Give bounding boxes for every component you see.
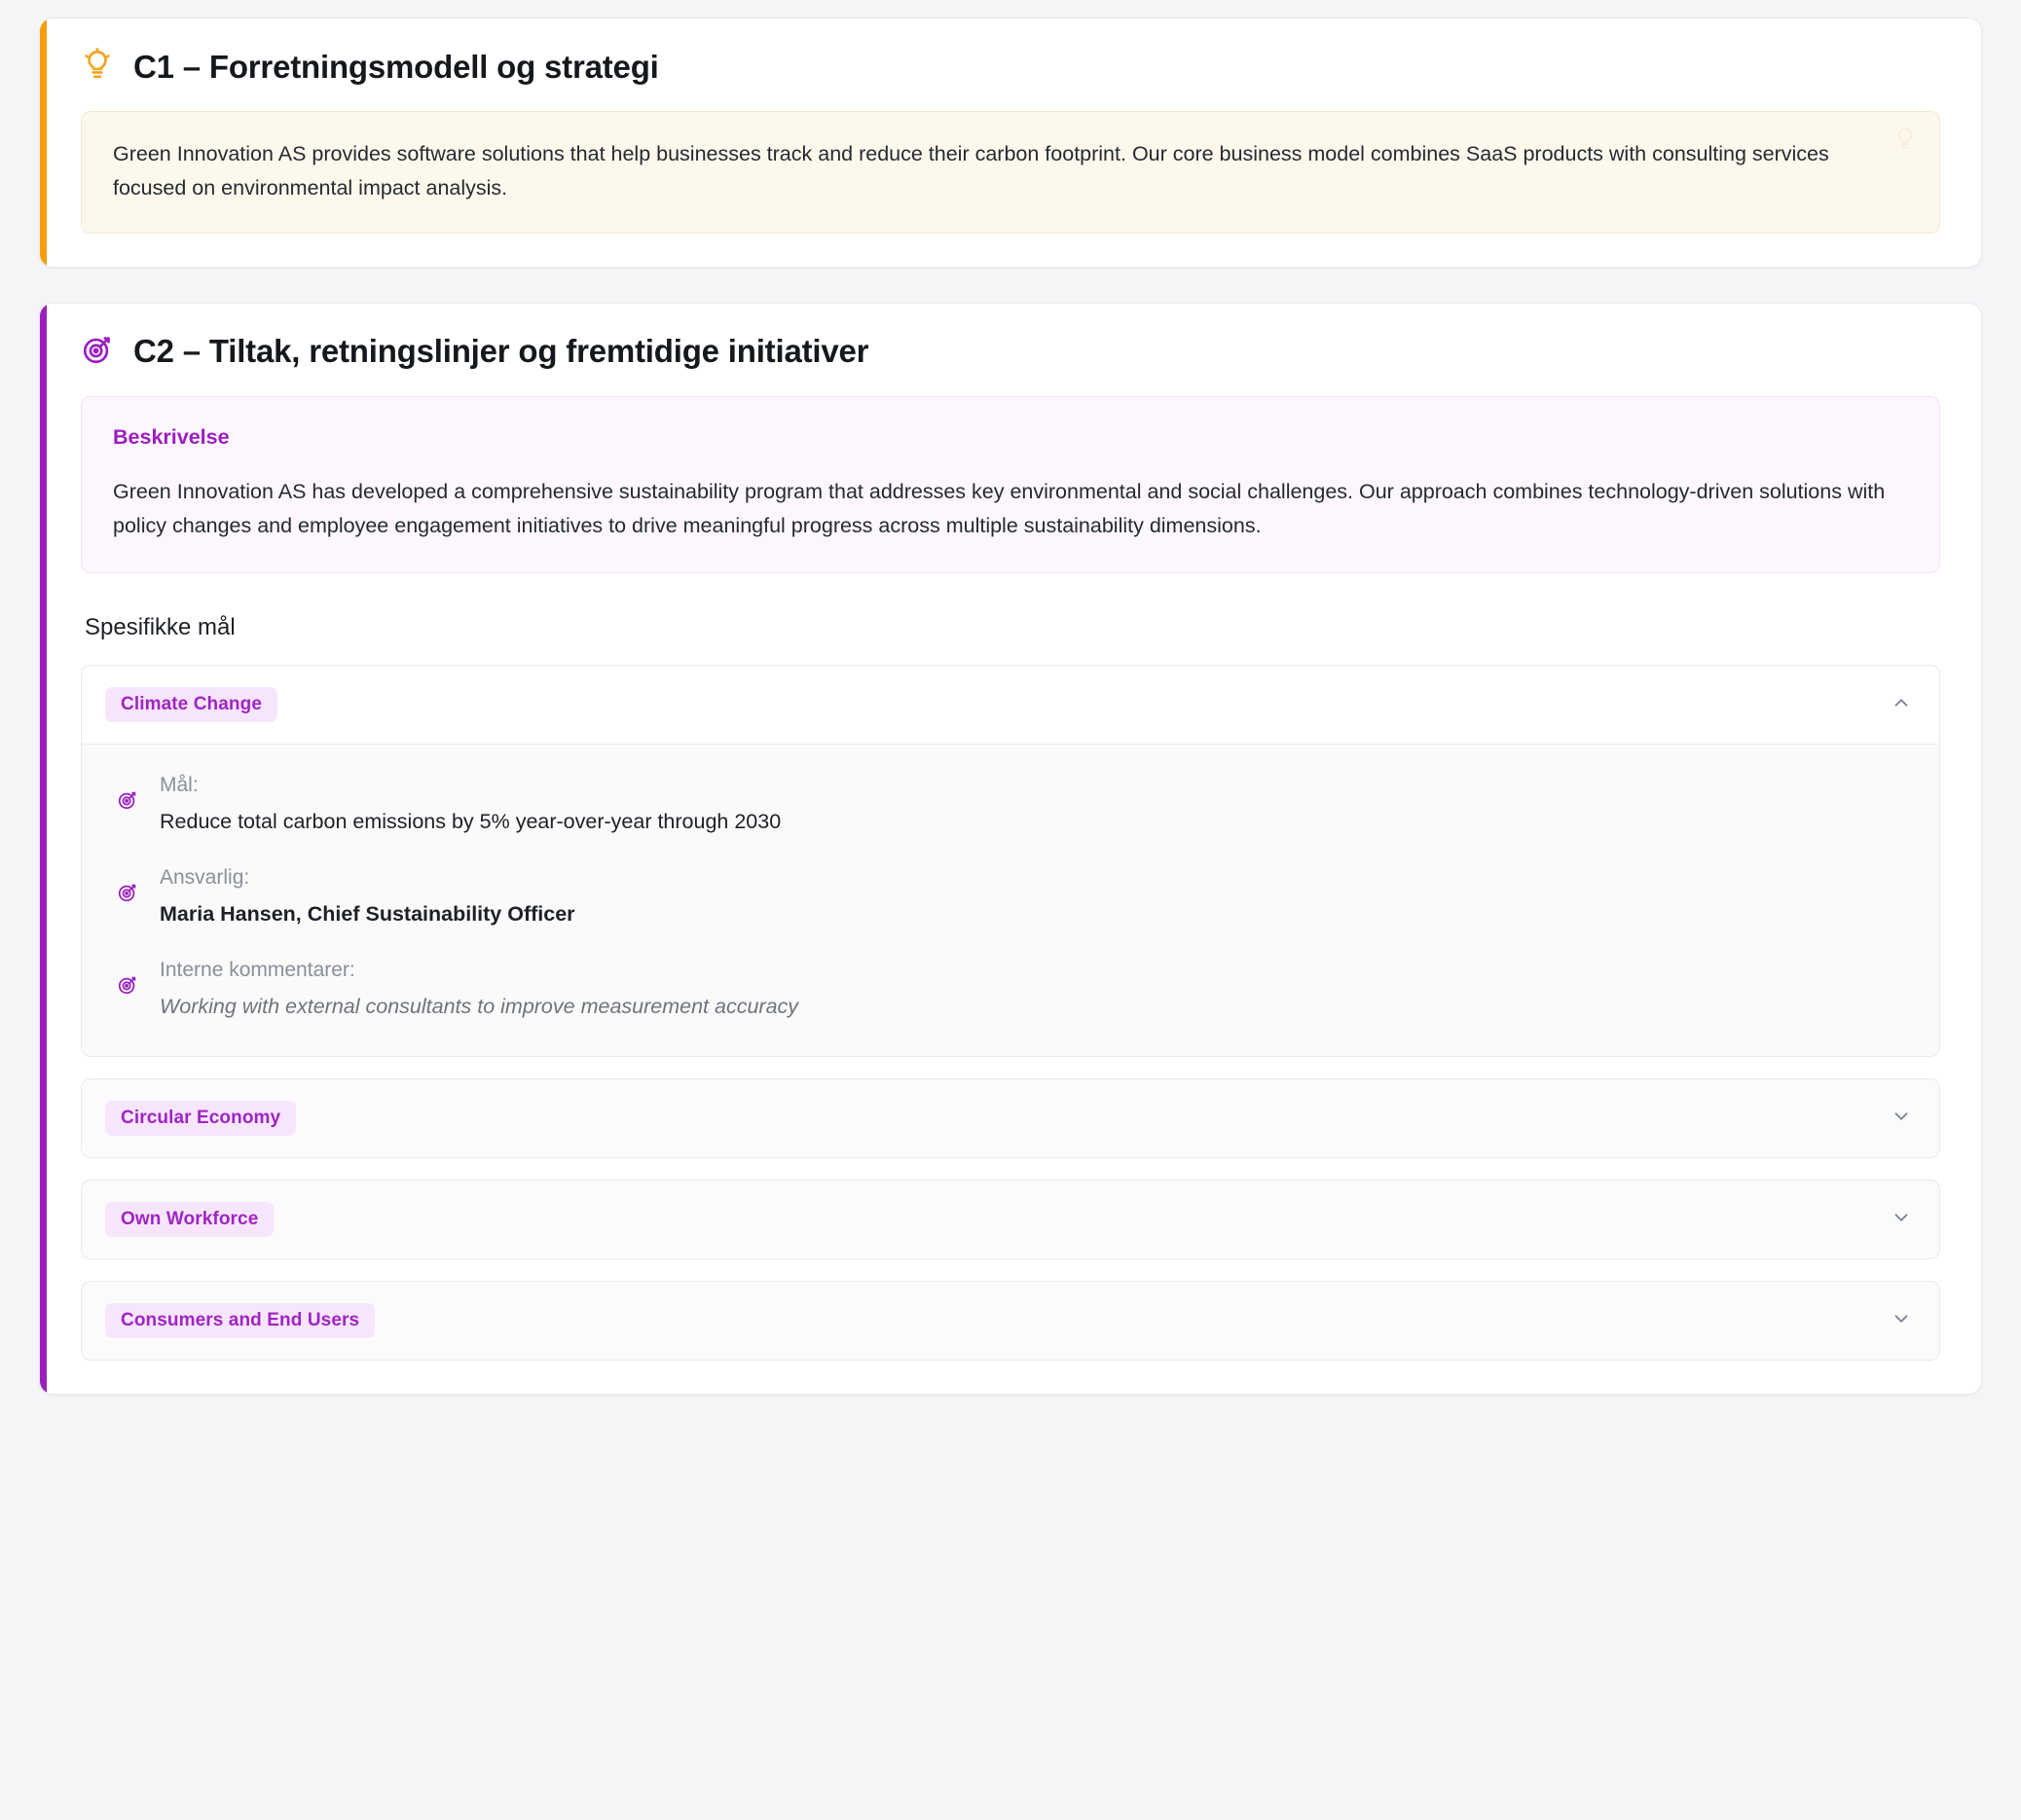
- specific-goals-label: Spesifikke mål: [85, 614, 236, 641]
- accordion-header-own-workforce[interactable]: [82, 1181, 1939, 1258]
- goal-field-interne-kommentarer: [117, 959, 1912, 1022]
- c2-section-card: [39, 303, 1982, 1395]
- field-value: Maria Hansen, Chief Sustainability Officer: [160, 902, 575, 927]
- goal-field-ansvarlig: [117, 866, 1912, 929]
- field-value: Working with external consultants to improve measurement accuracy: [160, 995, 799, 1019]
- goal-field-mal: [117, 774, 1912, 837]
- target-icon: [117, 774, 138, 816]
- topic-chip: Own Workforce: [105, 1202, 274, 1237]
- accordion-climate-change: [81, 665, 1940, 1057]
- accordion-header-consumers-and-end-users[interactable]: [82, 1282, 1939, 1360]
- chevron-down-icon[interactable]: [1891, 1106, 1912, 1131]
- field-label: Interne kommentarer:: [160, 959, 355, 982]
- accordion-own-workforce: [81, 1180, 1940, 1259]
- c2-description-label: Beskrivelse: [113, 424, 230, 449]
- accordion-consumers-and-end-users: [81, 1281, 1940, 1361]
- accordion-header-circular-economy[interactable]: [82, 1079, 1939, 1157]
- target-icon: [81, 333, 114, 371]
- c2-header: [81, 333, 1940, 371]
- c2-description-callout: [81, 396, 1940, 573]
- c2-title: C2 – Tiltak, retningslinjer og fremtidige initiativer: [133, 333, 869, 370]
- field-label: Ansvarlig:: [160, 866, 250, 890]
- target-icon: [117, 866, 138, 908]
- lightbulb-icon: [81, 48, 114, 86]
- c1-description-callout: [81, 111, 1940, 234]
- topic-chip: Consumers and End Users: [105, 1303, 375, 1338]
- c1-title: C1 – Forretningsmodell og strategi: [133, 48, 659, 85]
- accordion-circular-economy: [81, 1078, 1940, 1158]
- accordion-header-climate-change[interactable]: [82, 666, 1939, 744]
- topic-chip: Climate Change: [105, 687, 277, 722]
- field-label: Mål:: [160, 774, 199, 797]
- c2-description-text: Green Innovation AS has developed a comprehensive sustainability program that addresses key environmental and social challenges. Our approach combines technology-driven solutions with policy changes and employee engagement initiatives to drive meaningful progress across multiple sustainability dimensions.: [113, 480, 1886, 538]
- accordion-body-climate-change: [82, 744, 1939, 1056]
- lightbulb-watermark-icon: [1892, 126, 1918, 156]
- c1-description-text: Green Innovation AS provides software solutions that help businesses track and reduce their carbon footprint. Our core business model combines SaaS products with consulting services focused on environmental impact analysis.: [113, 142, 1829, 200]
- c2-accent-bar: [40, 304, 47, 1394]
- c1-section-card: [39, 18, 1982, 268]
- target-icon: [117, 959, 138, 1001]
- field-value: Reduce total carbon emissions by 5% year-over-year through 2030: [160, 810, 782, 834]
- c1-accent-bar: [40, 18, 47, 267]
- chevron-up-icon[interactable]: [1891, 692, 1912, 717]
- c1-header: [81, 48, 1940, 86]
- chevron-down-icon[interactable]: [1891, 1308, 1912, 1333]
- topic-chip: Circular Economy: [105, 1101, 296, 1136]
- chevron-down-icon[interactable]: [1891, 1207, 1912, 1232]
